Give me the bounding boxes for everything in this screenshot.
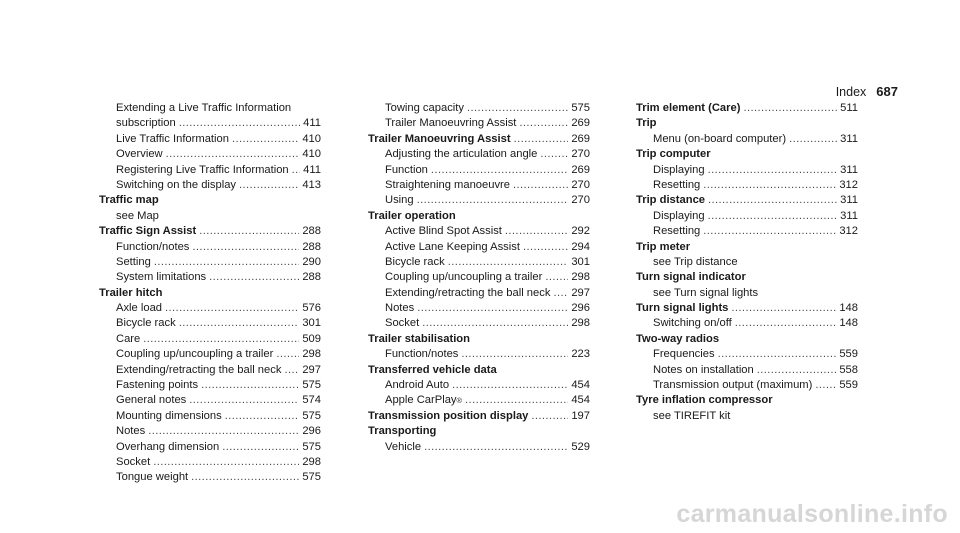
leader-dots <box>540 147 568 162</box>
page-reference: 411 <box>303 163 321 176</box>
entry-text: Trailer stabilisation <box>368 332 470 345</box>
index-heading <box>368 424 590 439</box>
index-subentry <box>368 224 590 239</box>
leader-dots <box>417 193 569 208</box>
page-reference: 575 <box>302 379 321 392</box>
leader-dots <box>708 163 838 178</box>
index-subentry <box>636 178 858 193</box>
index-subentry <box>99 455 321 470</box>
entry-text: Registering Live Traffic Information <box>116 163 289 176</box>
page-reference: 298 <box>302 455 321 468</box>
page-number: 687 <box>876 84 898 99</box>
index-subentry <box>99 378 321 393</box>
index-heading <box>636 193 858 208</box>
entry-text: Using <box>385 194 414 207</box>
entry-text: see Map <box>116 209 159 222</box>
entry-text: Fastening points <box>116 379 199 392</box>
page-reference: 298 <box>302 348 321 361</box>
index-subentry <box>636 255 858 270</box>
page-reference: 298 <box>571 271 590 284</box>
page-reference: 288 <box>302 240 321 253</box>
entry-text: Towing capacity <box>385 102 464 114</box>
entry-text: Tongue weight <box>116 471 189 484</box>
page-reference: 296 <box>302 425 321 438</box>
leader-dots <box>232 132 299 147</box>
page-reference: 288 <box>302 271 321 284</box>
page-reference: 290 <box>302 255 321 268</box>
leader-dots <box>514 132 569 147</box>
index-subentry <box>636 286 858 301</box>
index-heading <box>368 332 590 347</box>
entry-text: Mounting dimensions <box>116 409 222 422</box>
index-subentry <box>368 347 590 362</box>
index-heading <box>368 209 590 224</box>
entry-text: Resetting <box>653 178 701 191</box>
page-reference: 454 <box>571 379 590 392</box>
entry-text: General notes <box>116 394 187 407</box>
entry-text: Vehicle <box>385 440 422 453</box>
entry-text: Function/notes <box>385 348 459 361</box>
leader-dots <box>703 178 836 193</box>
index-subentry <box>99 393 321 408</box>
entry-text: Displaying <box>653 163 705 176</box>
leader-dots <box>718 347 837 362</box>
leader-dots <box>513 178 568 193</box>
page-reference: 575 <box>302 409 321 422</box>
index-subentry <box>99 163 321 178</box>
index-subentry <box>99 132 321 147</box>
leader-dots <box>199 224 299 239</box>
leader-dots <box>201 378 299 393</box>
index-subentry <box>368 163 590 178</box>
entry-text: Function/notes <box>116 240 190 253</box>
entry-text: see Trip distance <box>653 255 738 268</box>
page-reference: 270 <box>571 194 590 207</box>
entry-text: Socket <box>385 317 420 330</box>
entry-text: Bicycle rack <box>385 255 445 268</box>
entry-text: Transporting <box>368 425 437 438</box>
leader-dots <box>153 455 299 470</box>
entry-text: Resetting <box>653 225 701 238</box>
index-subentry <box>636 224 858 239</box>
leader-dots <box>789 132 837 147</box>
leader-dots <box>179 316 300 331</box>
entry-text: Traffic map <box>99 194 159 207</box>
entry-text: Coupling up/uncoupling a trailer <box>116 348 274 361</box>
index-subentry: Apple CarPlay ® ..... 454 <box>368 393 590 408</box>
page-reference: 223 <box>571 348 590 361</box>
leader-dots <box>505 224 568 239</box>
index-heading <box>99 286 321 301</box>
index-subentry <box>99 116 321 131</box>
page-reference: 559 <box>839 348 858 361</box>
page-reference: 410 <box>302 148 321 161</box>
leader-dots <box>148 424 299 439</box>
page-reference: 575 <box>302 440 321 453</box>
entry-text: Socket <box>116 455 151 468</box>
page-reference: 311 <box>840 209 858 222</box>
page-reference: 312 <box>839 178 858 191</box>
index-subentry <box>99 347 321 362</box>
index-heading <box>368 363 590 378</box>
page-reference: 148 <box>839 317 858 330</box>
leader-dots <box>531 409 568 424</box>
leader-dots <box>815 378 836 393</box>
leader-dots <box>448 255 569 270</box>
page-reference: 311 <box>840 132 858 145</box>
page-reference: 270 <box>571 178 590 191</box>
entry-text: Trailer Manoeuvring Assist <box>385 117 517 130</box>
entry-text: Frequencies <box>653 348 715 361</box>
leader-dots <box>189 393 299 408</box>
page-reference: 575 <box>571 102 590 114</box>
index-subentry <box>368 240 590 255</box>
leader-dots <box>222 440 299 455</box>
index-subentry <box>636 163 858 178</box>
index-subentry <box>99 209 321 224</box>
leader-dots <box>743 101 837 116</box>
index-subentry <box>99 255 321 270</box>
leader-dots <box>422 316 568 331</box>
index-subentry <box>99 316 321 331</box>
index-subentry <box>99 363 321 378</box>
leader-dots <box>708 193 837 208</box>
leader-dots <box>465 393 568 408</box>
entry-text: Turn signal lights <box>636 302 729 315</box>
entry-text: Coupling up/uncoupling a trailer <box>385 271 543 284</box>
index-subentry <box>636 363 858 378</box>
index-subentry <box>99 178 321 193</box>
index-subentry <box>636 209 858 224</box>
page-reference: 292 <box>571 225 590 238</box>
entry-text: Trailer operation <box>368 209 456 222</box>
page-reference: 297 <box>302 363 321 376</box>
page-reference: 413 <box>302 178 321 191</box>
leader-dots <box>461 347 568 362</box>
index-heading <box>636 301 858 316</box>
index-heading <box>368 132 590 147</box>
entry-text: Trim element (Care) <box>636 102 741 114</box>
entry-text: Trailer hitch <box>99 286 163 299</box>
leader-dots <box>166 147 300 162</box>
entry-text: Active Lane Keeping Assist <box>385 240 520 253</box>
index-column-2 <box>368 101 590 455</box>
index-subentry <box>99 470 321 485</box>
leader-dots <box>191 470 299 485</box>
index-heading <box>368 409 590 424</box>
leader-dots <box>519 116 568 131</box>
leader-dots <box>431 163 568 178</box>
page-reference: 301 <box>571 255 590 268</box>
index-subentry <box>368 316 590 331</box>
leader-dots <box>553 286 568 301</box>
leader-dots <box>292 163 300 178</box>
entry-text: Transmission position display <box>368 409 529 422</box>
page-reference: 509 <box>302 332 321 345</box>
page-reference: 411 <box>303 117 321 130</box>
watermark: carmanualsonline.info <box>676 500 948 528</box>
entry-text: Setting <box>116 255 151 268</box>
page-reference: 559 <box>839 379 858 392</box>
page-reference: 311 <box>840 163 858 176</box>
entry-text: Traffic Sign Assist <box>99 225 197 238</box>
entry-text: Apple CarPlay <box>385 394 457 407</box>
leader-dots <box>735 316 837 331</box>
index-subentry <box>368 378 590 393</box>
entry-text: System limitations <box>116 271 207 284</box>
leader-dots <box>209 270 299 285</box>
index-subentry <box>99 147 321 162</box>
index-subentry <box>636 347 858 362</box>
leader-dots <box>154 255 299 270</box>
entry-text: see Turn signal lights <box>653 286 759 299</box>
index-subentry <box>99 240 321 255</box>
page-reference: 288 <box>302 225 321 238</box>
page-reference: 269 <box>571 163 590 176</box>
index-subentry <box>636 316 858 331</box>
entry-text: Trip <box>636 117 657 130</box>
entry-text: Switching on/off <box>653 317 732 330</box>
page-reference: 312 <box>839 225 858 238</box>
index-heading <box>636 101 858 116</box>
page-reference: 269 <box>571 132 590 145</box>
entry-text: Live Traffic Information <box>116 132 229 145</box>
page-reference: 294 <box>571 240 590 253</box>
entry-text: Adjusting the articulation angle <box>385 148 538 161</box>
leader-dots <box>545 270 568 285</box>
entry-text: Transferred vehicle data <box>368 363 497 376</box>
entry-text: Bicycle rack <box>116 317 176 330</box>
entry-text: Notes on installation <box>653 363 754 376</box>
index-heading <box>636 116 858 131</box>
page-header <box>836 84 898 99</box>
index-heading <box>99 193 321 208</box>
index-heading <box>99 224 321 239</box>
leader-dots <box>276 347 299 362</box>
index-subentry <box>368 440 590 455</box>
index-subentry <box>99 332 321 347</box>
entry-text: Extending/retracting the ball neck <box>385 286 551 299</box>
page-reference: 311 <box>840 194 858 207</box>
page-reference: 511 <box>840 102 858 114</box>
entry-text: Active Blind Spot Assist <box>385 225 502 238</box>
index-heading <box>636 270 858 285</box>
entry-text: Tyre inflation compressor <box>636 394 773 407</box>
index-subentry <box>368 270 590 285</box>
leader-dots <box>192 240 299 255</box>
index-subentry <box>368 193 590 208</box>
entry-text: Android Auto <box>385 379 450 392</box>
leader-dots <box>424 440 568 455</box>
entry-text: Overview <box>116 148 163 161</box>
index-column-1 <box>99 101 321 486</box>
entry-text: Trailer Manoeuvring Assist <box>368 132 511 145</box>
index-subentry <box>368 286 590 301</box>
entry-text: Menu (on-board computer) <box>653 132 787 145</box>
entry-text: Function <box>385 163 428 176</box>
index-subentry <box>368 101 590 116</box>
page-reference: 575 <box>302 471 321 484</box>
leader-dots <box>225 409 300 424</box>
entry-text: Two-way radios <box>636 332 720 345</box>
index-column-3 <box>636 101 858 424</box>
page-reference: 558 <box>839 363 858 376</box>
index-subentry <box>99 301 321 316</box>
leader-dots <box>523 240 568 255</box>
entry-text: Trip meter <box>636 240 691 253</box>
page-reference: 576 <box>302 302 321 315</box>
index-subentry <box>636 409 858 424</box>
index-subentry <box>636 378 858 393</box>
leader-dots <box>731 301 836 316</box>
entry-text: Displaying <box>653 209 705 222</box>
leader-dots <box>467 101 568 116</box>
entry-text: Turn signal indicator <box>636 271 746 284</box>
leader-dots <box>179 116 300 131</box>
index-subentry <box>636 132 858 147</box>
index-heading <box>636 332 858 347</box>
leader-dots <box>239 178 299 193</box>
page-reference: 296 <box>571 302 590 315</box>
entry-text: subscription <box>116 117 176 130</box>
entry-text: Switching on the display <box>116 178 237 191</box>
entry-text: Overhang dimension <box>116 440 220 453</box>
page-reference: 454 <box>571 394 590 407</box>
leader-dots <box>143 332 299 347</box>
entry-text: Trip distance <box>636 194 706 207</box>
entry-text: Notes <box>116 425 146 438</box>
page-reference: 148 <box>839 302 858 315</box>
entry-text: Axle load <box>116 302 163 315</box>
entry-text: Transmission output (maximum) <box>653 379 813 392</box>
entry-text: see TIREFIT kit <box>653 409 731 422</box>
index-heading <box>636 240 858 255</box>
leader-dots <box>708 209 838 224</box>
index-subentry <box>99 409 321 424</box>
entry-text: Care <box>116 332 141 345</box>
page-reference: 298 <box>571 317 590 330</box>
leader-dots <box>703 224 836 239</box>
index-subentry <box>99 424 321 439</box>
leader-dots <box>165 301 299 316</box>
index-heading <box>636 393 858 408</box>
index-subentry <box>368 178 590 193</box>
page-reference: 297 <box>571 286 590 299</box>
index-subentry <box>368 147 590 162</box>
section-label: Index <box>835 85 867 99</box>
entry-text: Notes <box>385 302 415 315</box>
page-reference: 269 <box>571 117 590 130</box>
page-reference: 197 <box>571 409 590 422</box>
page-reference: 301 <box>302 317 321 330</box>
entry-text: Extending a Live Traffic Information <box>116 102 292 114</box>
entry-text: Straightening manoeuvre <box>385 178 511 191</box>
page-reference: 270 <box>571 148 590 161</box>
entry-text: Extending/retracting the ball neck <box>116 363 282 376</box>
page-reference: 410 <box>302 132 321 145</box>
index-subentry <box>99 101 321 116</box>
index-heading <box>636 147 858 162</box>
page-reference: 529 <box>571 440 590 453</box>
leader-dots <box>452 378 568 393</box>
leader-dots <box>757 363 837 378</box>
index-subentry <box>368 116 590 131</box>
index-subentry <box>99 440 321 455</box>
index-subentry <box>368 255 590 270</box>
page-reference: 574 <box>302 394 321 407</box>
index-subentry <box>99 270 321 285</box>
index-subentry <box>368 301 590 316</box>
entry-text: Trip computer <box>636 148 711 161</box>
leader-dots <box>417 301 568 316</box>
leader-dots <box>284 363 299 378</box>
